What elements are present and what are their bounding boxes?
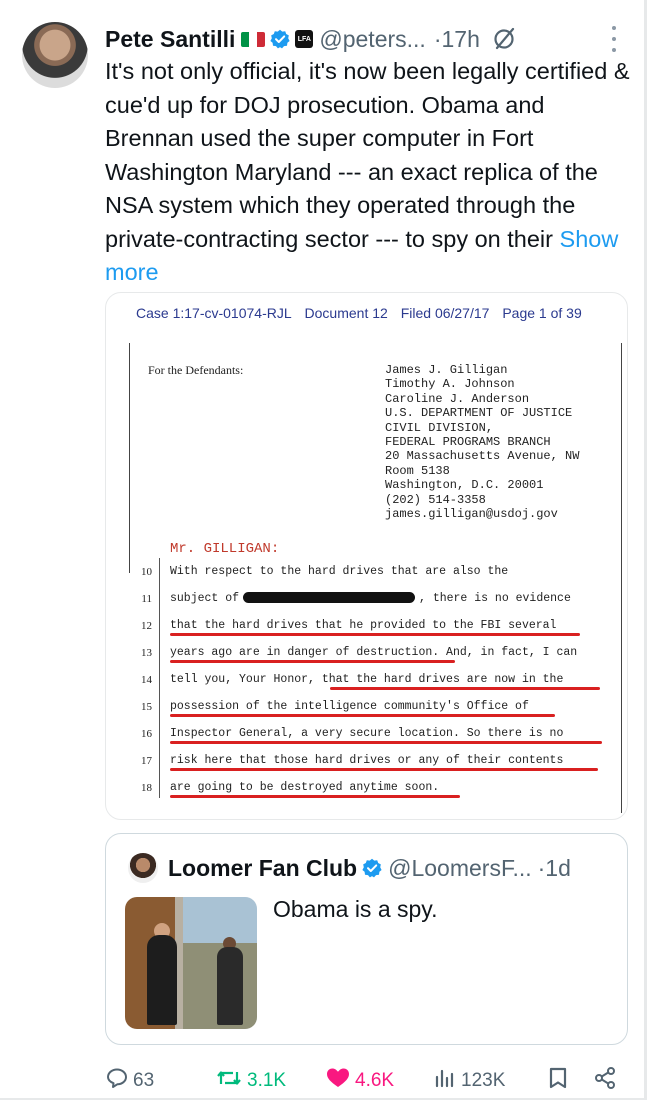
repost-button[interactable] — [215, 1063, 286, 1099]
red-underline — [170, 795, 460, 798]
transcript-line-redacted — [170, 592, 571, 605]
repost-count: 3.1K — [247, 1070, 287, 1091]
reply-icon — [105, 1066, 133, 1096]
reply-button[interactable] — [105, 1063, 154, 1099]
transcript-line: tell you, Your Honor, that the hard drives are now in the — [170, 673, 564, 686]
author-name[interactable]: Pete Santilli — [105, 25, 236, 52]
attorney-line: james.gilligan@usdoj.gov — [385, 507, 558, 522]
line-number: 15 — [141, 701, 152, 713]
transcript-line: possession of the intelligence community's Office of — [170, 700, 529, 713]
doc-margin-line-right — [621, 343, 622, 813]
heart-icon — [325, 1066, 355, 1096]
tweet-body: It's not only official, it's now been legally certified & cue'd up for DOJ prosecution. Obama and Brennan used the super computer in Fort Washington Maryland --- an exact replica of the NSA system which they operated through the private-contracting sector --- to spy on their — [105, 58, 630, 252]
attorney-line: CIVIL DIVISION, — [385, 420, 494, 435]
red-underline — [170, 633, 580, 636]
line-number: 13 — [141, 647, 152, 659]
attorney-line: Room 5138 — [385, 463, 450, 478]
quoted-author-avatar[interactable] — [128, 853, 158, 883]
show-more-link[interactable]: Show more — [105, 225, 619, 285]
line-number-rule — [159, 558, 160, 798]
bookmark-button[interactable] — [547, 1063, 573, 1099]
line-number: 10 — [141, 566, 152, 578]
repost-icon — [215, 1066, 247, 1096]
transcript-line: With respect to the hard drives that are also the — [170, 565, 509, 578]
attorney-line: U.S. DEPARTMENT OF JUSTICE — [385, 406, 573, 421]
doc-page-count: Page 1 of 39 — [502, 305, 582, 321]
doc-document-number: Document 12 — [304, 305, 388, 321]
line-number: 14 — [141, 674, 152, 686]
attorney-line: Caroline J. Anderson — [385, 391, 530, 406]
quoted-author-name[interactable]: Loomer Fan Club — [168, 854, 358, 881]
line-number: 11 — [141, 593, 152, 605]
tweet-action-bar — [105, 1063, 620, 1099]
attorney-line: 20 Massachusetts Avenue, NW — [385, 449, 580, 464]
redaction-bar — [243, 592, 415, 603]
quoted-tweet-header — [168, 852, 571, 884]
speaker-label: Mr. GILLIGAN: — [170, 541, 280, 557]
grok-icon[interactable] — [492, 26, 518, 52]
attorney-block — [385, 363, 579, 521]
quoted-timestamp[interactable]: ·1d — [537, 854, 571, 881]
author-avatar[interactable] — [22, 22, 88, 88]
transcript-line: years ago are in danger of destruction. And, in fact, I can — [170, 646, 578, 659]
more-options-icon[interactable] — [608, 26, 620, 52]
doc-filed-date: Filed 06/27/17 — [400, 305, 490, 321]
red-underline — [170, 660, 455, 663]
quoted-author-handle[interactable]: @LoomersF... — [388, 854, 532, 881]
like-count: 4.6K — [355, 1070, 395, 1091]
figure-body — [147, 935, 177, 1025]
quoted-media-thumbnail[interactable] — [125, 897, 257, 1029]
share-icon — [593, 1066, 621, 1096]
bookmark-icon — [547, 1066, 573, 1096]
red-underline — [170, 741, 602, 744]
transcript-line: that the hard drives that he provided to the FBI several — [170, 619, 557, 632]
timestamp[interactable]: ·17h — [433, 25, 480, 52]
figure-body — [217, 947, 243, 1025]
share-button[interactable] — [593, 1063, 621, 1099]
line-number: 18 — [141, 782, 152, 794]
transcript-line: are going to be destroyed anytime soon. — [170, 781, 440, 794]
author-handle[interactable]: @peters... — [319, 25, 426, 52]
tweet-text — [105, 55, 635, 290]
views-button[interactable] — [433, 1063, 505, 1099]
views-count: 123K — [461, 1070, 506, 1091]
red-underline — [170, 714, 555, 717]
like-button[interactable] — [325, 1063, 394, 1099]
tweet-header — [105, 22, 518, 56]
italy-flag-icon — [241, 32, 265, 47]
transcript-line: risk here that those hard drives or any of their contents — [170, 754, 564, 767]
affiliate-badge-icon[interactable]: LFA — [295, 30, 313, 48]
attorney-line: James J. Gilligan — [385, 363, 508, 377]
line-number: 17 — [141, 755, 152, 767]
quoted-tweet[interactable] — [105, 833, 628, 1045]
line-number: 16 — [141, 728, 152, 740]
doc-case-number: Case 1:17-cv-01074-RJL — [136, 305, 292, 321]
transcript-line: Inspector General, a very secure location. So there is no — [170, 727, 564, 740]
reply-count: 63 — [133, 1070, 155, 1091]
defendants-label: For the Defendants: — [148, 363, 244, 377]
doc-margin-line — [129, 343, 130, 573]
views-icon — [433, 1066, 461, 1096]
verified-badge-icon[interactable] — [270, 29, 290, 49]
transcript-text: , there is no evidence — [419, 592, 571, 605]
attorney-line: Timothy A. Johnson — [385, 377, 515, 392]
line-number: 12 — [141, 620, 152, 632]
red-underline — [330, 687, 600, 690]
red-underline — [170, 768, 598, 771]
document-header — [136, 305, 591, 321]
attorney-line: (202) 514-3358 — [385, 492, 486, 507]
verified-badge-icon[interactable] — [362, 858, 382, 878]
tweet-media-document[interactable] — [105, 292, 628, 820]
attorney-line: FEDERAL PROGRAMS BRANCH — [385, 435, 551, 450]
transcript-text: subject of — [170, 592, 240, 605]
attorney-line: Washington, D.C. 20001 — [385, 478, 544, 493]
quoted-tweet-text: Obama is a spy. — [273, 896, 438, 922]
